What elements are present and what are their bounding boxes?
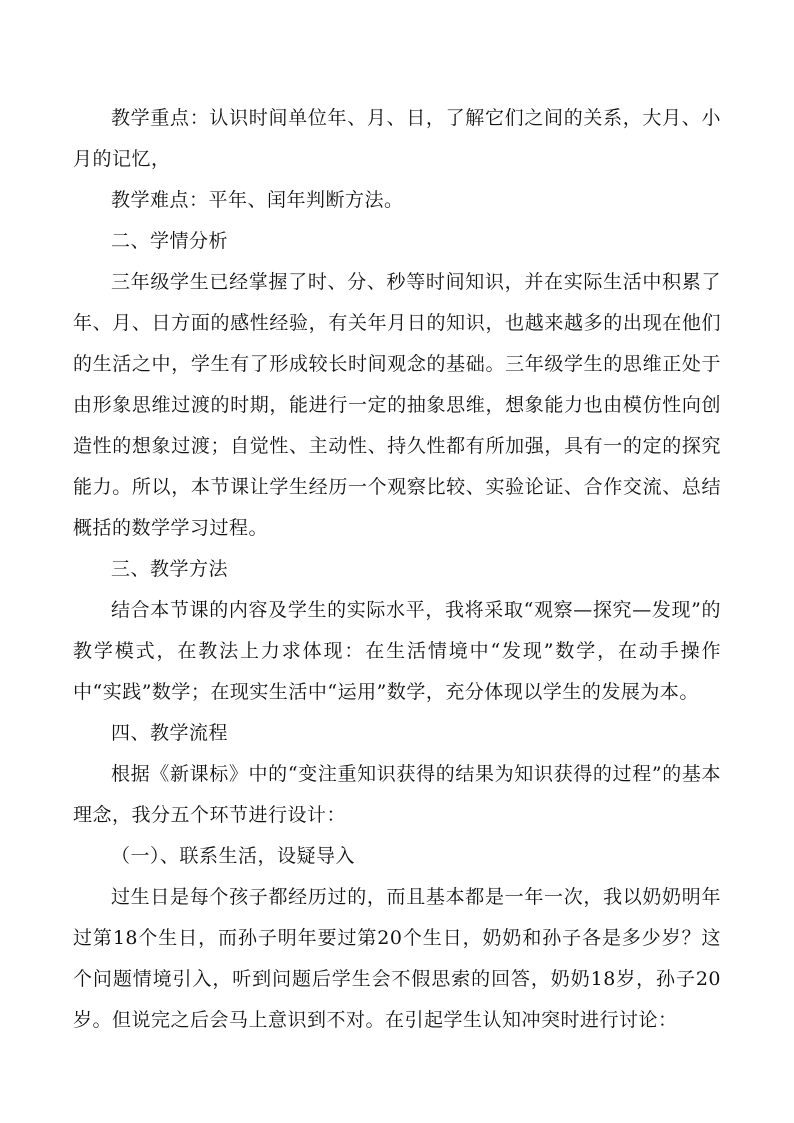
difficulties-paragraph: 教学难点：平年、闰年判断方法。 <box>111 189 404 211</box>
section-heading-teaching-process: 四、教学流程 <box>111 722 229 744</box>
key-points-paragraph: 教学重点：认识时间单位年、月、日，了解它们之间的关系，大月、小月的记忆， <box>73 107 721 170</box>
section-heading-teaching-methods: 三、教学方法 <box>111 558 229 580</box>
student-analysis-paragraph: 三年级学生已经掌握了时、分、秒等时间知识，并在实际生活中积累了年、月、日方面的感性经验，有关年月日的知识，也越来越多的出现在他们的生活之中，学生有了形成较长时间观念的基础。三年级学生的思维正处于由形象思维过渡的时期，能进行一定的抽象思维，想象能力也由模仿性向创造性的想象过渡；自觉性、主动性、持久性都有所加强，具有一的定的探究能力。所以，本节课让学生经历一个观察比较、实验论证、合作交流、总结概括的数学学习过程。 <box>73 271 721 539</box>
teaching-process-intro-paragraph: 根据《新课标》中的“变注重知识获得的结果为知识获得的过程”的基本理念，我分五个环节进行设计： <box>73 763 721 826</box>
section-heading-student-analysis: 二、学情分析 <box>111 230 229 252</box>
teaching-methods-paragraph: 结合本节课的内容及学生的实际水平，我将采取“观察—探究—发现”的教学模式，在教法上力求体现：在生活情境中“发现”数学，在动手操作中“实践”数学；在现实生活中“运用”数学，充分体现以学生的发展为本。 <box>73 599 721 703</box>
introduction-paragraph: 过生日是每个孩子都经历过的，而且基本都是一年一次，我以奶奶明年过第18个生日，而孙子明年要过第20个生日，奶奶和孙子各是多少岁？这个问题情境引入，听到问题后学生会不假思索的回答，奶奶18岁，孙子20岁。但说完之后会马上意识到不对。在引起学生认知冲突时进行讨论： <box>73 886 721 1031</box>
subsection-heading-introduction: （一）、联系生活，设疑导入 <box>111 845 356 867</box>
document-body <box>73 98 721 1041</box>
